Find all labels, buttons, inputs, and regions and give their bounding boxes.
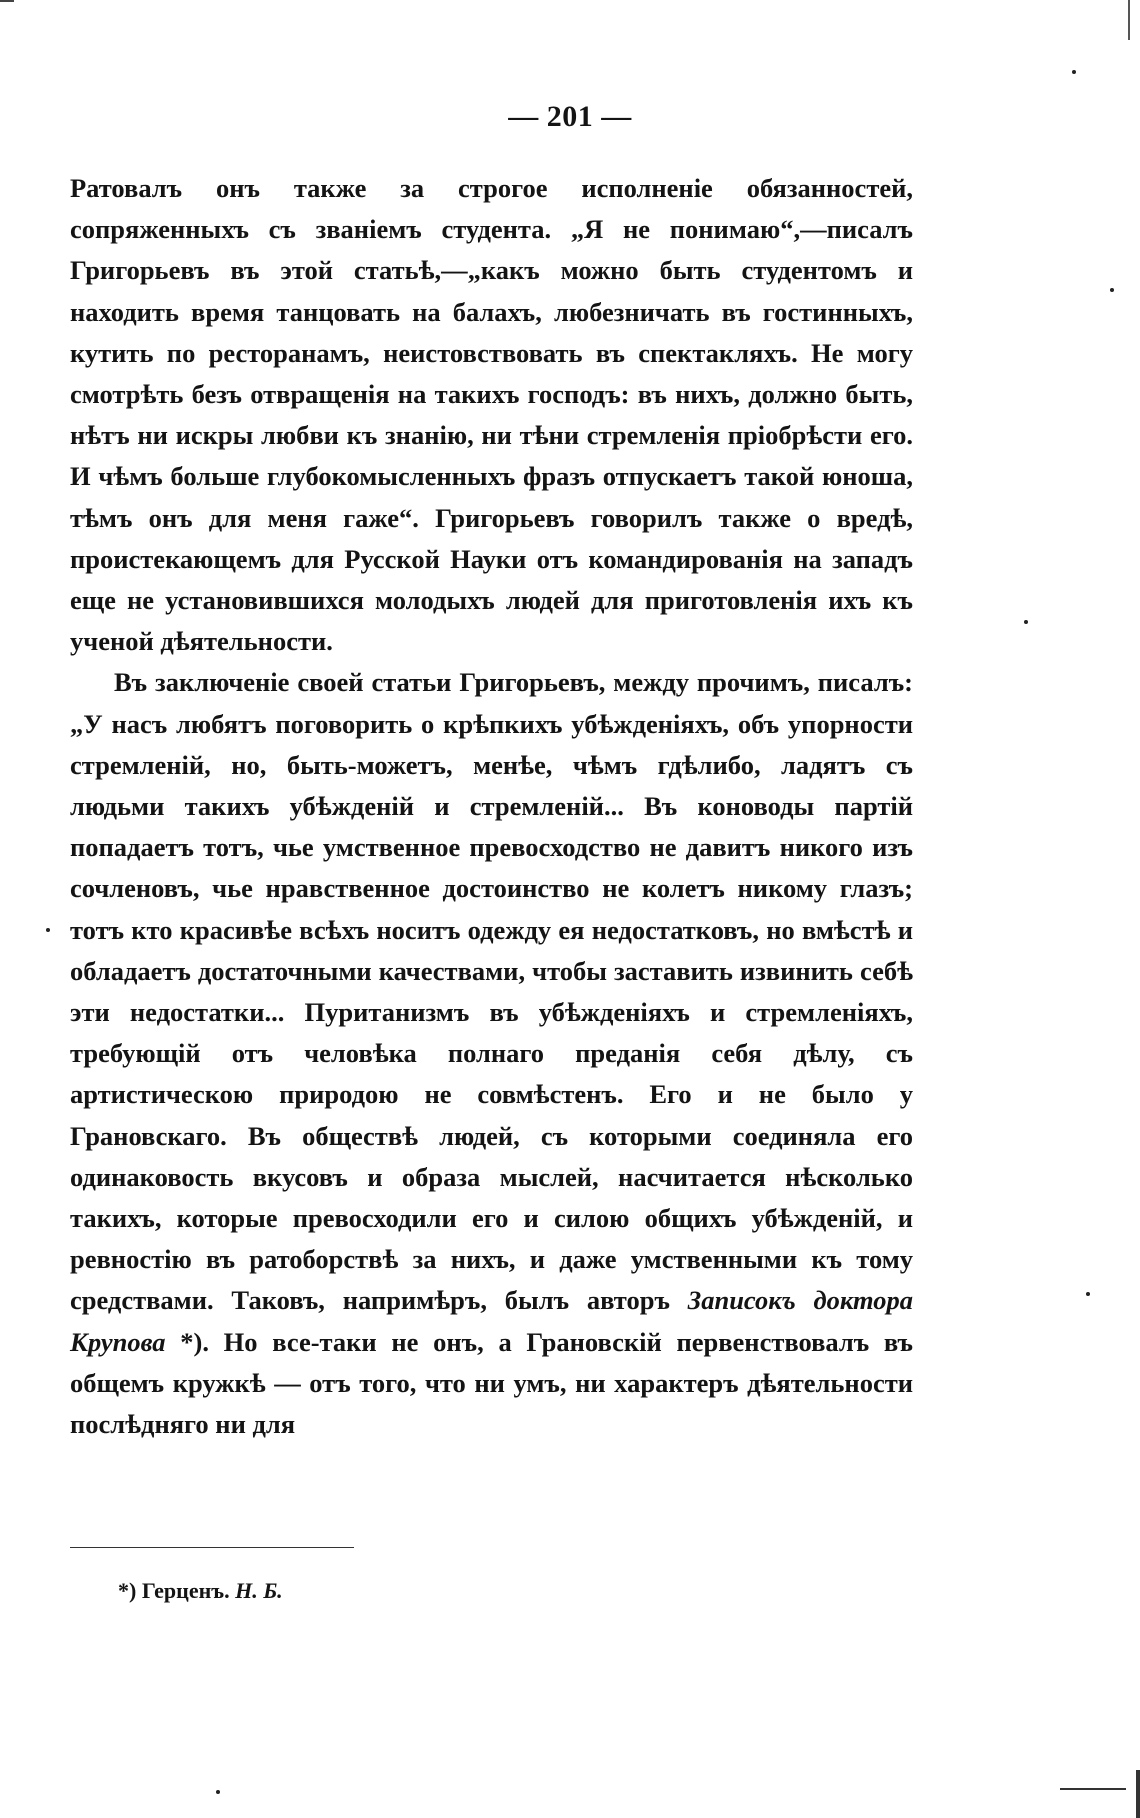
book-title-italic: Записокъ доктора Крупова bbox=[70, 1285, 913, 1357]
footnote-attribution: Н. Б. bbox=[235, 1578, 283, 1603]
scan-speck bbox=[1072, 70, 1076, 74]
scan-speck bbox=[46, 928, 50, 932]
page-number: — 201 — bbox=[508, 100, 632, 133]
footnote-divider bbox=[70, 1547, 354, 1548]
scan-edge-mark-bottom bbox=[1136, 1770, 1140, 1818]
paragraph bbox=[70, 662, 913, 1445]
paragraph-text: *). Но все-таки не онъ, а Грановскій первенствовалъ въ общемъ кружкѣ — отъ того, что ни умъ, ни характеръ дѣятельности послѣдняго ни для bbox=[70, 1326, 913, 1440]
paragraph-text: Въ заключеніе своей статьи Григорьевъ, между прочимъ, писалъ: „У насъ любятъ поговорить о крѣпкихъ убѣжденіяхъ, объ упорности стремленій, но, быть-можетъ, менѣе, чѣмъ гдѣлибо, ладятъ съ людьми такихъ убѣжденій и стремленій... Въ коноводы партій попадаетъ тотъ, чье умственное превосходство не давитъ никого изъ сочленовъ, чье нравственное достоинство не колетъ никому глазъ; тотъ кто красивѣе всѣхъ носитъ одежду ея недостатковъ, но вмѣстѣ и обладаетъ достаточными качествами, чтобы заставить извинить себѣ эти недостатки... Пуританизмъ въ убѣжденіяхъ и стремленіяхъ, требующій отъ человѣка полнаго преданія себя дѣлу, съ артистическою природою не совмѣстенъ. Его и не было у Грановскаго. Въ обществѣ людей, съ которыми соединяла его одинаковость вкусовъ и образа мыслей, насчитается нѣсколько такихъ, которые превосходили его и силою общихъ убѣжденій, и ревностію въ ратоборствѣ за нихъ, и даже умственными къ тому средствами. Таковъ, напримѣръ, былъ авторъ bbox=[70, 667, 913, 1316]
scan-corner-mark bbox=[0, 0, 14, 2]
paragraph bbox=[70, 168, 913, 662]
scan-speck bbox=[1110, 288, 1114, 292]
scan-speck bbox=[216, 1790, 220, 1794]
scan-edge-mark bbox=[1128, 0, 1130, 40]
footnote-marker: *) Герценъ. bbox=[118, 1578, 230, 1603]
paragraph-text: Ратовалъ онъ также за строгое исполненіе обязанностей, сопряженныхъ съ званіемъ студента. „Я не понимаю“,—писалъ Григорьевъ въ этой статьѣ,—„какъ можно быть студентомъ и находить время танцовать на балахъ, любезничать въ гостинныхъ, кутить по ресторанамъ, неистовствовать въ спектакляхъ. Не могу смотрѣть безъ отвращенія на такихъ господъ: въ нихъ, должно быть, нѣтъ ни искры любви къ знанію, ни тѣни стремленія пріобрѣсти его. И чѣмъ больше глубокомысленныхъ фразъ отпускаетъ такой юноша, тѣмъ онъ для меня гаже“. Григорьевъ говорилъ также о вредѣ, проистекающемъ для Русской Науки отъ командированія на западъ еще не установившихся молодыхъ людей для приготовленія ихъ къ ученой дѣятельности. bbox=[70, 173, 913, 657]
scan-speck bbox=[1086, 1292, 1090, 1296]
scan-bottom-mark bbox=[1060, 1788, 1126, 1790]
footnote bbox=[118, 1578, 283, 1604]
scan-speck bbox=[1024, 620, 1028, 624]
body-text bbox=[70, 168, 913, 1445]
